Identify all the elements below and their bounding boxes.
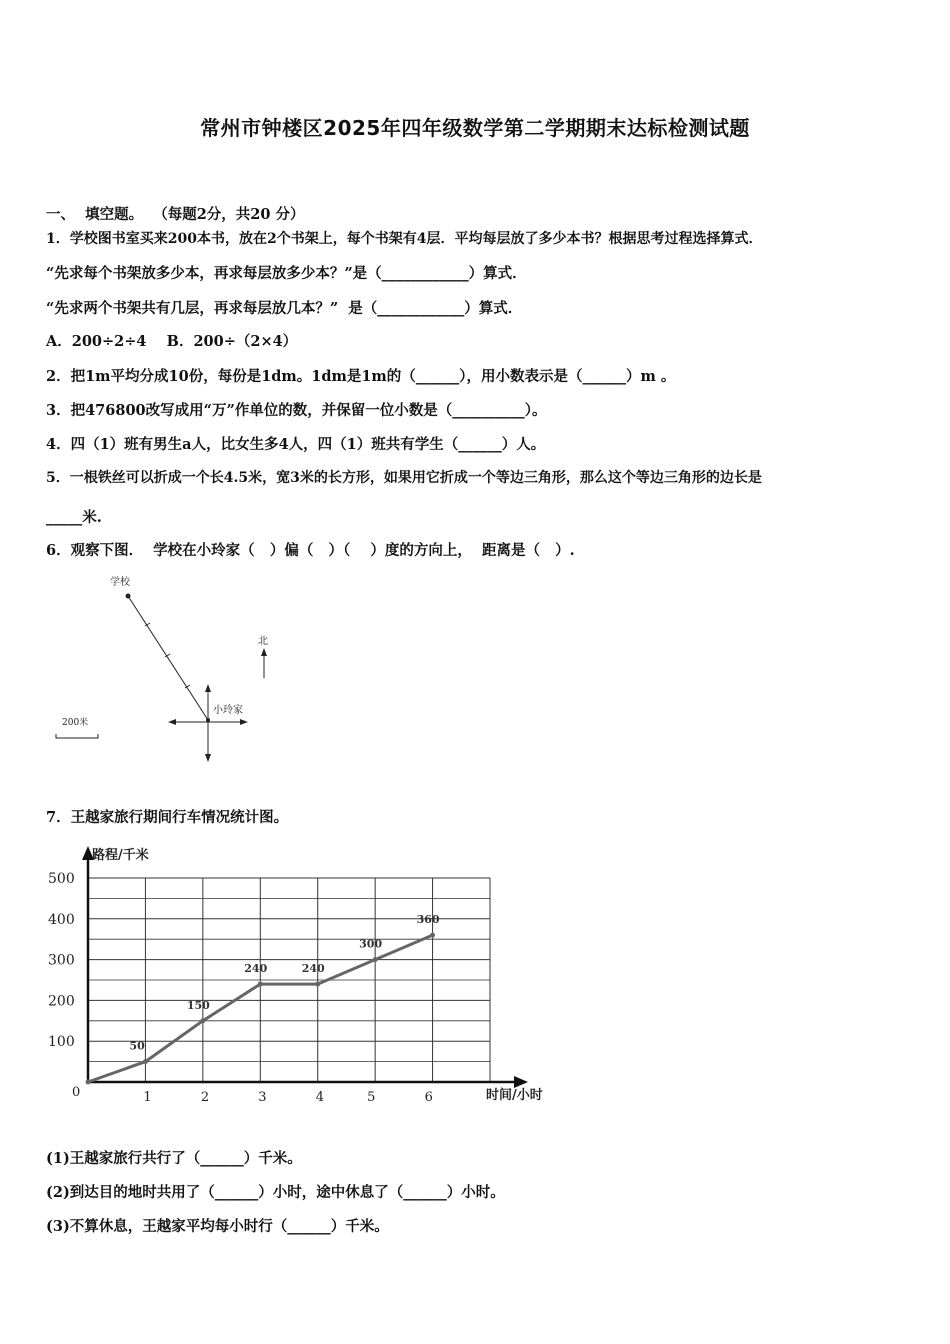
school-label: 学校 <box>110 577 130 588</box>
question-2: 2．把1m平均分成10份，每份是1dm。1dm是1m的（______），用小数表示是（______）m 。 <box>46 368 676 385</box>
x-tick-label: 6 <box>424 1090 433 1105</box>
school-point <box>126 594 131 599</box>
page-title: 常州市钟楼区2025年四年级数学第二学期期末达标检测试题 <box>200 116 750 140</box>
data-point <box>200 1018 205 1023</box>
distance-time-line-chart <box>0 830 600 1120</box>
question-1-line-a: “先求每个书架放多少本，再求每层放多少本？”是（____________）算式． <box>46 265 527 282</box>
question-1-options: A．200÷2÷4 B．200÷（2×4） <box>46 333 298 350</box>
y-tick-label: 300 <box>48 952 75 969</box>
data-label: 360 <box>416 913 440 927</box>
question-5-line-2: _____米. <box>46 509 102 526</box>
y-axis-label: 路程/千米 <box>92 848 149 863</box>
y-tick-label: 100 <box>48 1034 75 1051</box>
x-tick-label: 5 <box>367 1090 376 1105</box>
scale-label: 200米 <box>62 718 89 728</box>
arrow-down-icon <box>205 754 211 762</box>
question-5-line-1: 5．一根铁丝可以折成一个长4.5米，宽3米的长方形，如果用它折成一个等边三角形，那么这个等边三角形的边长是 <box>46 470 762 486</box>
question-3: 3．把476800改写成用“万”作单位的数，并保留一位小数是（__________）。 <box>46 402 547 419</box>
arrow-right-icon <box>240 719 248 725</box>
question-7-part-1: (1)王越家旅行共行了（______）千米。 <box>46 1150 302 1167</box>
data-point <box>258 982 263 987</box>
x-axis-arrow-icon <box>514 1076 528 1088</box>
x-axis-label: 时间/小时 <box>486 1088 543 1103</box>
arrow-up-icon <box>205 684 211 692</box>
data-label: 150 <box>186 998 210 1012</box>
data-point <box>315 982 320 987</box>
home-label: 小玲家 <box>213 705 243 716</box>
section-heading: 一、 填空题。 （每题2分，共20 分） <box>46 206 305 223</box>
data-label: 300 <box>359 937 383 951</box>
data-point <box>143 1059 148 1064</box>
data-label: 50 <box>129 1039 145 1053</box>
school-home-line <box>128 596 208 720</box>
question-7: 7．王越家旅行期间行车情况统计图。 <box>46 809 289 826</box>
home-point <box>206 718 210 722</box>
x-tick-label: 3 <box>258 1090 267 1105</box>
question-7-part-3: (3)不算休息，王越家平均每小时行（______）千米。 <box>46 1218 389 1235</box>
x-tick-label: 4 <box>315 1090 324 1105</box>
y-tick-label: 500 <box>48 871 75 887</box>
x-tick-label: 0 <box>72 1085 81 1100</box>
x-tick-label: 1 <box>143 1090 152 1105</box>
y-tick-label: 200 <box>48 993 75 1010</box>
scale-bar <box>56 734 98 738</box>
data-point <box>373 957 378 962</box>
data-label: 240 <box>301 962 325 976</box>
north-arrow-icon <box>261 648 267 656</box>
arrow-left-icon <box>168 719 176 725</box>
north-label: 北 <box>258 636 268 647</box>
direction-map-figure <box>0 560 330 780</box>
y-tick-label: 400 <box>48 911 75 928</box>
question-4: 4．四（1）班有男生a人，比女生多4人，四（1）班共有学生（______）人。 <box>46 436 546 453</box>
data-point <box>86 1080 91 1085</box>
question-1-stem: 1．学校图书室买来200本书，放在2个书架上，每个书架有4层．平均每层放了多少本书？根据思考过程选择算式． <box>46 231 763 247</box>
question-7-part-2: (2)到达目的地时共用了（______）小时，途中休息了（______）小时。 <box>46 1184 505 1201</box>
data-point <box>430 933 435 938</box>
question-6: 6．观察下图． 学校在小玲家（ ）偏（ ）（ ）度的方向上， 距离是（ ）. <box>46 542 575 559</box>
x-tick-label: 2 <box>200 1090 210 1105</box>
question-1-line-b: “先求两个书架共有几层，再求每层放几本？” 是（____________）算式． <box>46 300 523 317</box>
chart-grid <box>88 878 490 1082</box>
data-label: 240 <box>244 962 268 976</box>
